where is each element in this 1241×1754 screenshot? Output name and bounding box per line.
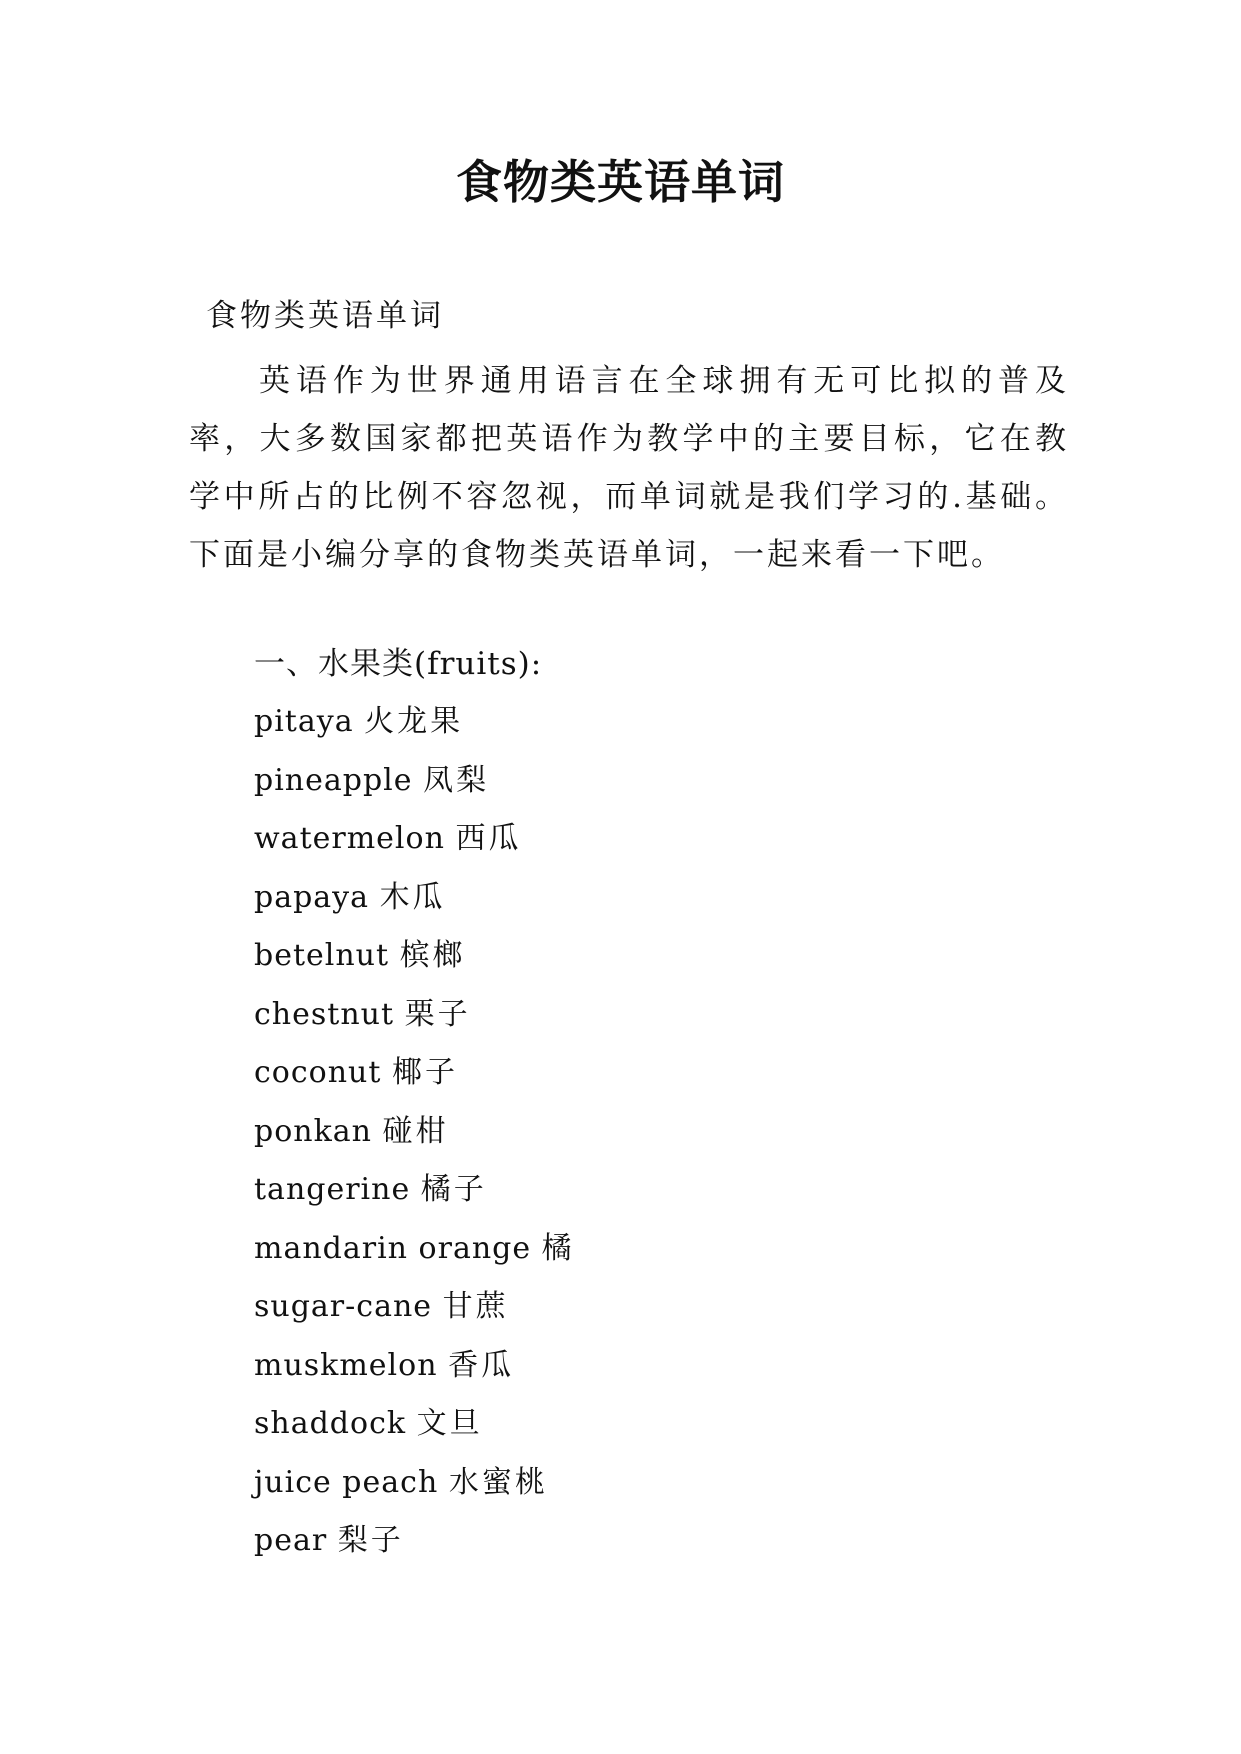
word-chinese: 槟榔 xyxy=(399,938,466,973)
word-chinese: 水蜜桃 xyxy=(448,1464,548,1500)
word-chinese: 文旦 xyxy=(416,1406,483,1441)
word-english: shaddock xyxy=(254,1406,407,1441)
word-item xyxy=(254,1402,575,1461)
word-item xyxy=(254,1168,575,1227)
word-english: pineapple xyxy=(254,762,413,798)
section-heading-fruits: 一、水果类(fruits): xyxy=(254,646,543,682)
word-item xyxy=(254,934,575,993)
word-chinese: 甘蔗 xyxy=(442,1289,509,1324)
word-chinese: 香瓜 xyxy=(448,1347,515,1383)
word-item xyxy=(254,1051,575,1110)
word-english: juice peach xyxy=(254,1464,439,1500)
word-english: muskmelon xyxy=(254,1347,438,1383)
word-english: chestnut xyxy=(254,996,395,1032)
word-english: papaya xyxy=(254,879,370,915)
word-chinese: 凤梨 xyxy=(423,762,490,798)
word-english: pear xyxy=(254,1523,328,1558)
word-english: pitaya xyxy=(254,704,354,739)
word-chinese: 木瓜 xyxy=(379,879,446,915)
word-item xyxy=(254,993,575,1052)
word-english: tangerine xyxy=(254,1172,411,1207)
word-chinese: 西瓜 xyxy=(455,821,522,856)
word-item xyxy=(254,1519,575,1578)
word-item xyxy=(254,1227,575,1286)
word-chinese: 橘子 xyxy=(420,1172,487,1207)
word-chinese: 碰柑 xyxy=(382,1113,449,1149)
word-english: watermelon xyxy=(254,821,445,856)
word-item xyxy=(254,1344,575,1403)
fruit-word-list xyxy=(254,700,575,1578)
document-title: 食物类英语单词 xyxy=(456,155,785,209)
word-english: coconut xyxy=(254,1055,382,1090)
word-english: ponkan xyxy=(254,1113,372,1149)
word-item xyxy=(254,1285,575,1344)
word-english: betelnut xyxy=(254,938,390,973)
word-item xyxy=(254,759,575,818)
word-item xyxy=(254,1110,575,1169)
word-english: sugar-cane xyxy=(254,1289,433,1324)
word-item xyxy=(254,700,575,759)
word-item xyxy=(254,1461,575,1520)
word-item xyxy=(254,876,575,935)
word-chinese: 栗子 xyxy=(404,996,471,1032)
word-item xyxy=(254,817,575,876)
intro-paragraph: 英语作为世界通用语言在全球拥有无可比拟的普及率，大多数国家都把英语作为教学中的主要目标，它在教学中所占的比例不容忽视，而单词就是我们学习的.基础。下面是小编分享的食物类英语单词，一起来看一下吧。 xyxy=(189,363,1069,573)
word-chinese: 椰子 xyxy=(391,1055,458,1090)
document-subtitle: 食物类英语单词 xyxy=(206,298,444,334)
word-chinese: 橘 xyxy=(541,1230,575,1266)
word-english: mandarin orange xyxy=(254,1230,532,1266)
word-chinese: 火龙果 xyxy=(364,704,464,739)
word-chinese: 梨子 xyxy=(337,1523,404,1558)
